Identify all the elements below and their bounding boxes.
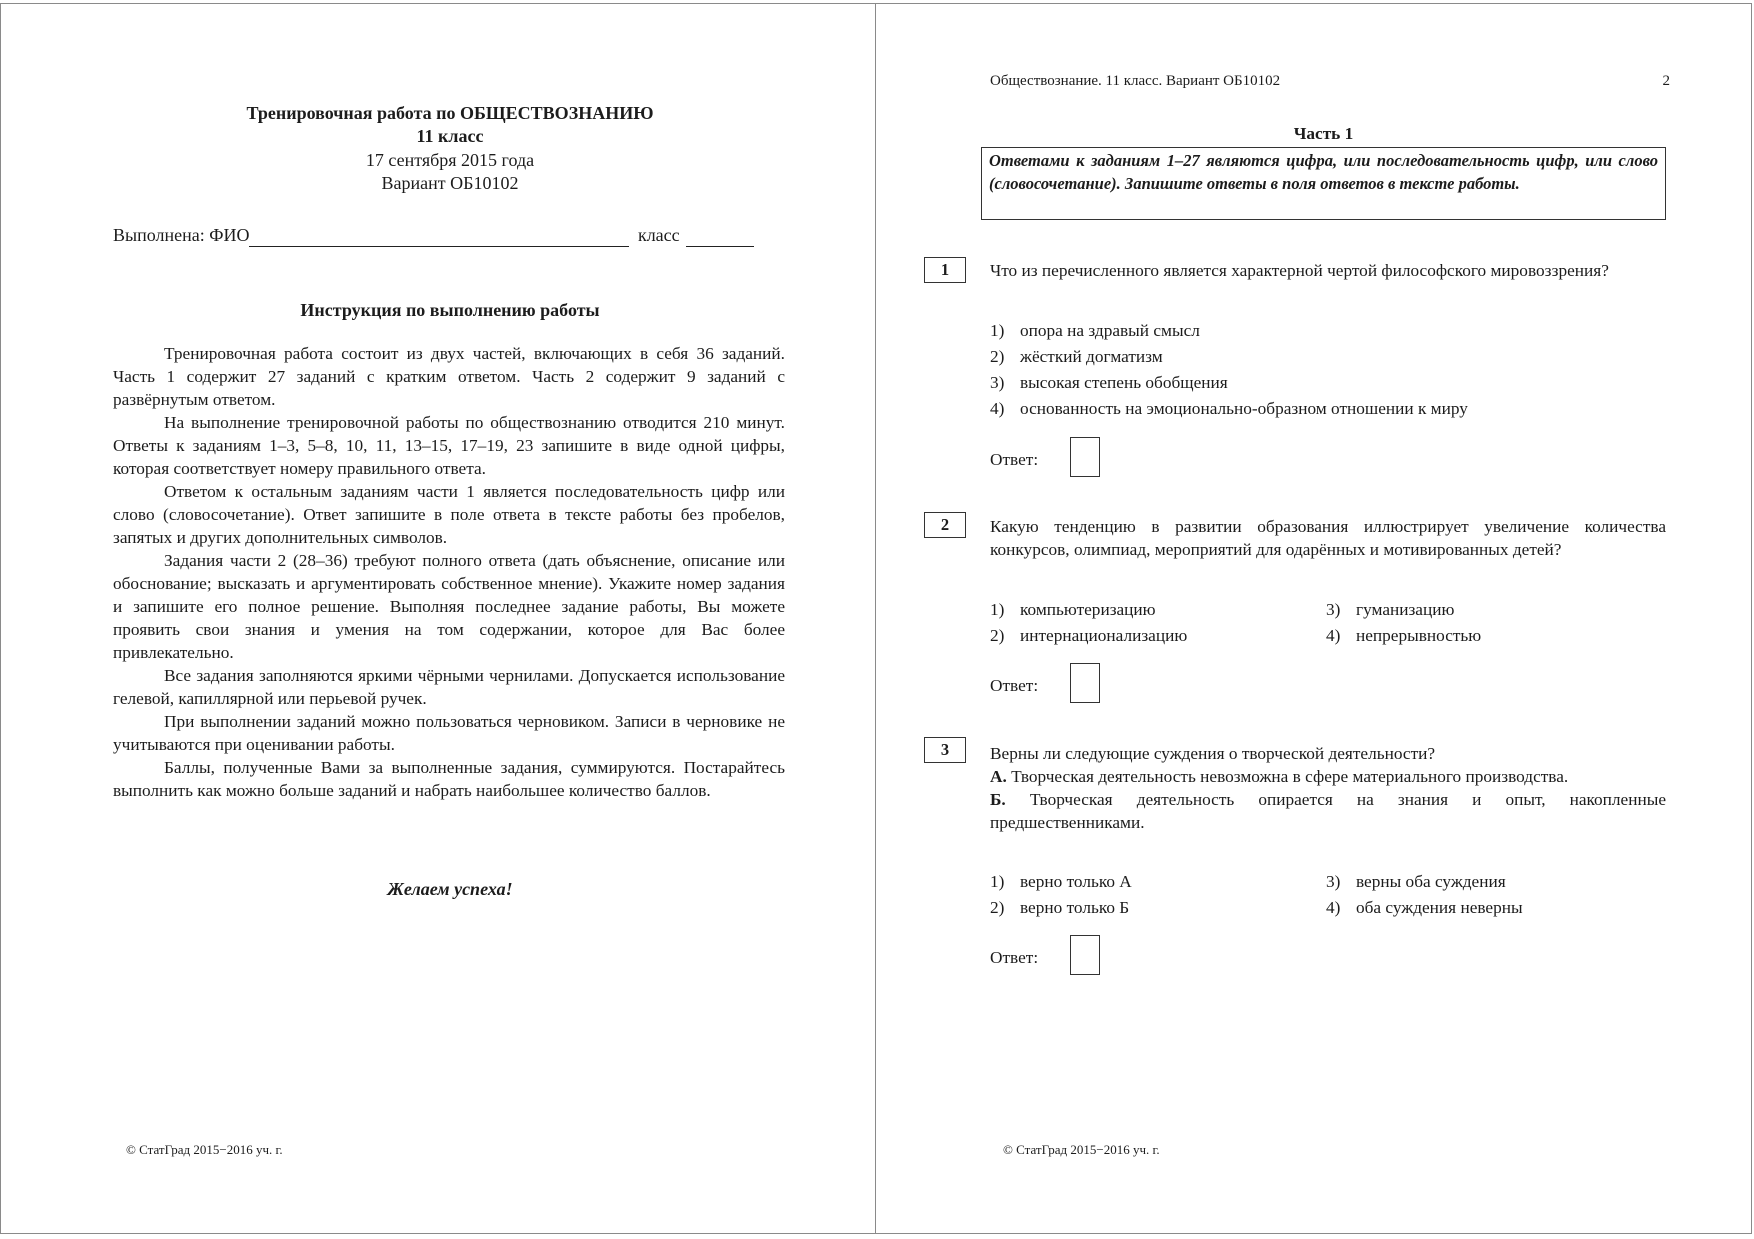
class-input-line[interactable] [686, 228, 754, 247]
variant-line: Вариант ОБ10102 [381, 173, 519, 193]
question-2-option[interactable] [1326, 597, 1454, 623]
question-2-option[interactable] [990, 597, 1156, 623]
option-text: оба суждения неверны [1356, 898, 1523, 917]
option-number: 3) [1326, 600, 1341, 619]
fio-row [113, 223, 754, 247]
option-number: 2) [990, 626, 1005, 645]
question-1-text: Что из перечисленного является характерной чертой философского мировоззрения? [990, 261, 1609, 280]
option-text: верно только А [1020, 872, 1132, 891]
instructions-title: Инструкция по выполнению работы [300, 300, 600, 320]
answer-label-1: Ответ: [990, 450, 1039, 469]
answer-label-3: Ответ: [990, 948, 1039, 967]
option-text: верны оба суждения [1356, 872, 1506, 891]
running-header [990, 71, 1670, 91]
page-left [0, 3, 876, 1234]
statement-a-text: Творческая деятельность невозможна в сфере материального производства. [1011, 767, 1569, 786]
statement-b-label: Б. [990, 790, 1006, 809]
question-number-1: 1 [924, 257, 966, 283]
question-1-option[interactable] [990, 318, 1200, 344]
statement-a-label: А. [990, 767, 1007, 786]
answer-box-3[interactable] [1070, 935, 1100, 975]
question-1-option[interactable] [990, 370, 1228, 396]
question-3-text [990, 742, 1666, 834]
option-number: 4) [1326, 898, 1341, 917]
option-text: гуманизацию [1356, 600, 1455, 619]
option-text: основанность на эмоционально-образном отношении к миру [1020, 399, 1468, 418]
answer-box-1[interactable] [1070, 437, 1100, 477]
question-3-stem: Верны ли следующие суждения о творческой деятельности? [990, 744, 1436, 763]
part-note-box: Ответами к заданиям 1–27 являются цифра, или последовательность цифр, или слово (словосочетание). Запишите ответы в поля ответов в тексте работы. [981, 147, 1666, 220]
question-3-option[interactable] [1326, 895, 1523, 921]
option-text: непрерывностью [1356, 626, 1482, 645]
answer-box-2[interactable] [1070, 663, 1100, 703]
option-number: 2) [990, 347, 1005, 366]
question-1-option[interactable] [990, 344, 1163, 370]
instruction-paragraph: Задания части 2 (28–36) требуют полного ответа (дать объяснение, описание или обоснование; высказать и аргументировать собственное мнение). Укажите номер задания и запишите его полное решение. Выполняя последнее задание работы, Вы можете проявить свои знания и умения на том содержании, которое для Вас более привлекательно. [113, 551, 785, 662]
question-2-option[interactable] [1326, 623, 1481, 649]
instruction-paragraph: Ответом к остальным заданиям части 1 является последовательность цифр или слово (словосочетание). Ответ запишите в поле ответа в тексте работы без пробелов, запятых и других дополнительных символов. [113, 482, 785, 547]
wish-text: Желаем успеха! [387, 879, 513, 899]
option-text: интернационализацию [1020, 626, 1188, 645]
work-title: Тренировочная работа по ОБЩЕСТВОЗНАНИЮ [246, 103, 654, 123]
option-number: 1) [990, 321, 1005, 340]
question-2-text: Какую тенденцию в развитии образования иллюстрирует увеличение количества конкурсов, олимпиад, мероприятий для одарённых и мотивированных детей? [990, 517, 1666, 559]
answer-label-2: Ответ: [990, 676, 1039, 695]
instruction-paragraph: Тренировочная работа состоит из двух частей, включающих в себя 36 заданий. Часть 1 содержит 27 заданий с кратким ответом. Часть 2 содержит 9 заданий с развёрнутым ответом. [113, 344, 785, 409]
option-number: 1) [990, 600, 1005, 619]
grade-title: 11 класс [416, 126, 484, 146]
question-1-option[interactable] [990, 396, 1468, 422]
option-number: 4) [990, 399, 1005, 418]
class-label: класс [637, 225, 680, 245]
option-number: 3) [990, 373, 1005, 392]
fio-label: Выполнена: ФИО [113, 225, 250, 245]
question-3-option[interactable] [990, 895, 1129, 921]
fio-input-line[interactable] [249, 228, 629, 247]
header-title: Обществознание. 11 класс. Вариант ОБ10102 [990, 73, 1281, 89]
option-text: опора на здравый смысл [1020, 321, 1200, 340]
page-right [876, 3, 1752, 1234]
right-footer: © СтатГрад 2015−2016 уч. г. [1003, 1142, 1160, 1157]
instructions-body [113, 342, 785, 802]
option-number: 4) [1326, 626, 1341, 645]
instruction-paragraph: При выполнении заданий можно пользоваться черновиком. Записи в черновике не учитываются при оценивании работы. [113, 712, 785, 754]
left-footer: © СтатГрад 2015−2016 уч. г. [126, 1142, 283, 1157]
option-number: 3) [1326, 872, 1341, 891]
option-text: высокая степень обобщения [1020, 373, 1228, 392]
statement-b [990, 788, 1666, 834]
option-number: 2) [990, 898, 1005, 917]
part-title: Часть 1 [1293, 124, 1354, 143]
option-text: жёсткий догматизм [1020, 347, 1163, 366]
question-3-option[interactable] [990, 869, 1132, 895]
instruction-paragraph: На выполнение тренировочной работы по обществознанию отводится 210 минут. Ответы к заданиям 1–3, 5–8, 10, 11, 13–15, 17–19, 23 запишите в виде одной цифры, которая соответствует номеру правильного ответа. [113, 413, 785, 478]
question-number-3: 3 [924, 737, 966, 763]
question-2-option[interactable] [990, 623, 1187, 649]
question-3-option[interactable] [1326, 869, 1506, 895]
instruction-paragraph: Баллы, полученные Вами за выполненные задания, суммируются. Постарайтесь выполнить как можно больше заданий и набрать наибольшее количество баллов. [113, 758, 785, 800]
date-line: 17 сентября 2015 года [365, 150, 535, 170]
question-number-2: 2 [924, 512, 966, 538]
page-number: 2 [1662, 73, 1670, 89]
instruction-paragraph: Все задания заполняются яркими чёрными чернилами. Допускается использование гелевой, капиллярной или перьевой ручек. [113, 666, 785, 708]
statement-b-text: Творческая деятельность опирается на знания и опыт, накопленные предшественниками. [990, 790, 1666, 832]
option-number: 1) [990, 872, 1005, 891]
option-text: верно только Б [1020, 898, 1130, 917]
option-text: компьютеризацию [1020, 600, 1156, 619]
statement-a [990, 765, 1666, 788]
